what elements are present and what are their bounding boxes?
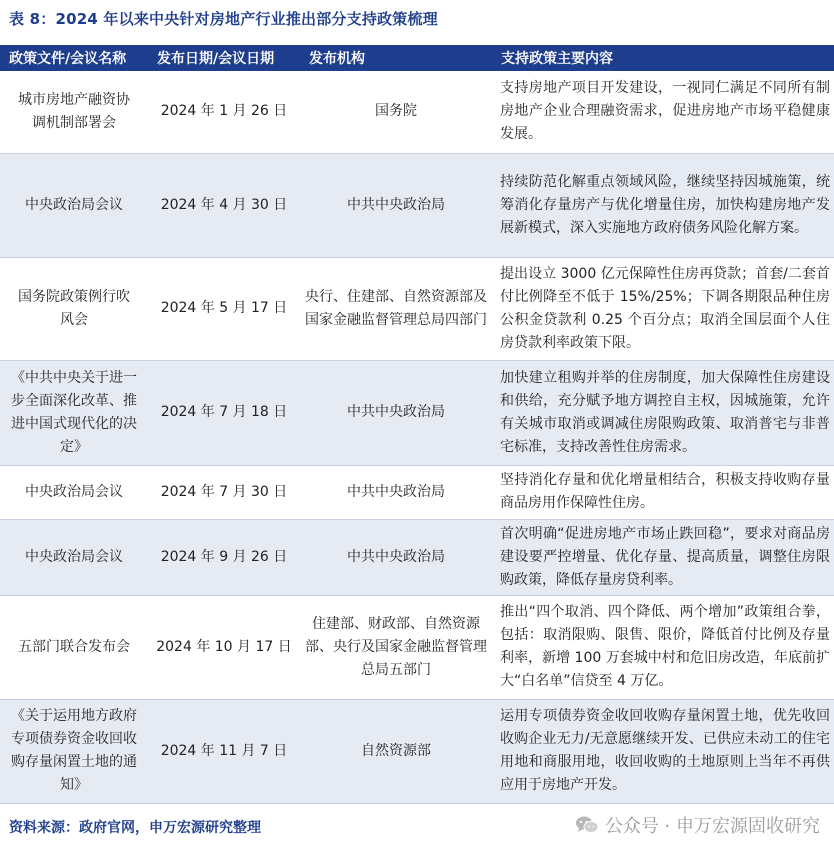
policy-content: 推出“四个取消、四个降低、两个增加”政策组合拳，包括：取消限购、限售、限价，降低首付比例及存量利率，新增 100 万套城中村和危旧房改造，年底前扩大“白名单”信贷至 4 万亿。 xyxy=(492,595,834,699)
policy-name: 城市房地产融资协调机制部署会 xyxy=(0,71,148,153)
table-row xyxy=(0,699,834,803)
table-row xyxy=(0,257,834,360)
issuing-agency: 自然资源部 xyxy=(300,699,492,803)
issuing-agency: 中共中央政治局 xyxy=(300,153,492,257)
release-date: 2024 年 11 月 7 日 xyxy=(148,699,300,803)
watermark-text: 公众号 · 申万宏源固收研究 xyxy=(604,816,820,837)
policy-content: 运用专项债券资金收回收购存量闲置土地，优先收回收购企业无力/无意愿继续开发、已供应未动工的住宅用地和商服用地，收回收购的土地原则上当年不再供应用于房地产开发。 xyxy=(492,699,834,803)
header-policy-name: 政策文件/会议名称 xyxy=(0,45,148,71)
table-title: 表 8：2024 年以来中央针对房地产行业推出部分支持政策梳理 xyxy=(9,10,438,28)
policy-name: 《关于运用地方政府专项债券资金收回收购存量闲置土地的通知》 xyxy=(0,699,148,803)
issuing-agency: 央行、住建部、自然资源部及国家金融监督管理总局四部门 xyxy=(300,257,492,360)
issuing-agency: 国务院 xyxy=(300,71,492,153)
table-header-row xyxy=(0,45,834,71)
issuing-agency: 住建部、财政部、自然资源部、央行及国家金融监督管理总局五部门 xyxy=(300,595,492,699)
policy-name: 五部门联合发布会 xyxy=(0,595,148,699)
policy-name: 国务院政策例行吹风会 xyxy=(0,257,148,360)
header-main-content: 支持政策主要内容 xyxy=(492,45,834,71)
source-note: 资料来源：政府官网，申万宏源研究整理 xyxy=(9,820,261,836)
table-row xyxy=(0,465,834,519)
table-row xyxy=(0,71,834,153)
release-date: 2024 年 7 月 30 日 xyxy=(148,465,300,519)
release-date: 2024 年 4 月 30 日 xyxy=(148,153,300,257)
release-date: 2024 年 10 月 17 日 xyxy=(148,595,300,699)
issuing-agency: 中共中央政治局 xyxy=(300,360,492,465)
release-date: 2024 年 7 月 18 日 xyxy=(148,360,300,465)
watermark xyxy=(575,812,820,838)
table-row xyxy=(0,519,834,595)
issuing-agency: 中共中央政治局 xyxy=(300,465,492,519)
policy-content: 持续防范化解重点领域风险，继续坚持因城施策，统筹消化存量房产与优化增量住房，加快构建房地产发展新模式，深入实施地方政府债务风险化解方案。 xyxy=(492,153,834,257)
table-row xyxy=(0,595,834,699)
policy-name: 《中共中央关于进一步全面深化改革、推进中国式现代化的决定》 xyxy=(0,360,148,465)
policy-content: 坚持消化存量和优化增量相结合，积极支持收购存量商品房用作保障性住房。 xyxy=(492,465,834,519)
policy-name: 中央政治局会议 xyxy=(0,519,148,595)
policy-name: 中央政治局会议 xyxy=(0,465,148,519)
policy-name: 中央政治局会议 xyxy=(0,153,148,257)
issuing-agency: 中共中央政治局 xyxy=(300,519,492,595)
policy-content: 首次明确“促进房地产市场止跌回稳”，要求对商品房建设要严控增量、优化存量、提高质量，调整住房限购政策，降低存量房贷利率。 xyxy=(492,519,834,595)
header-release-date: 发布日期/会议日期 xyxy=(148,45,300,71)
release-date: 2024 年 9 月 26 日 xyxy=(148,519,300,595)
policy-content: 提出设立 3000 亿元保障性住房再贷款；首套/二套首付比例降至不低于 15%/25%；下调各期限品种住房公积金贷款利 0.25 个百分点；取消全国层面个人住房贷款利率政策下限。 xyxy=(492,257,834,360)
release-date: 2024 年 1 月 26 日 xyxy=(148,71,300,153)
release-date: 2024 年 5 月 17 日 xyxy=(148,257,300,360)
table-row xyxy=(0,360,834,465)
policy-table xyxy=(0,45,834,804)
policy-content: 支持房地产项目开发建设，一视同仁满足不同所有制房地产企业合理融资需求，促进房地产市场平稳健康发展。 xyxy=(492,71,834,153)
wechat-icon xyxy=(575,815,599,835)
header-issuing-agency: 发布机构 xyxy=(300,45,492,71)
policy-content: 加快建立租购并举的住房制度，加大保障性住房建设和供给，充分赋予地方调控自主权，因城施策，允许有关城市取消或调减住房限购政策、取消普宅与非普宅标准，支持改善性住房需求。 xyxy=(492,360,834,465)
table-row xyxy=(0,153,834,257)
